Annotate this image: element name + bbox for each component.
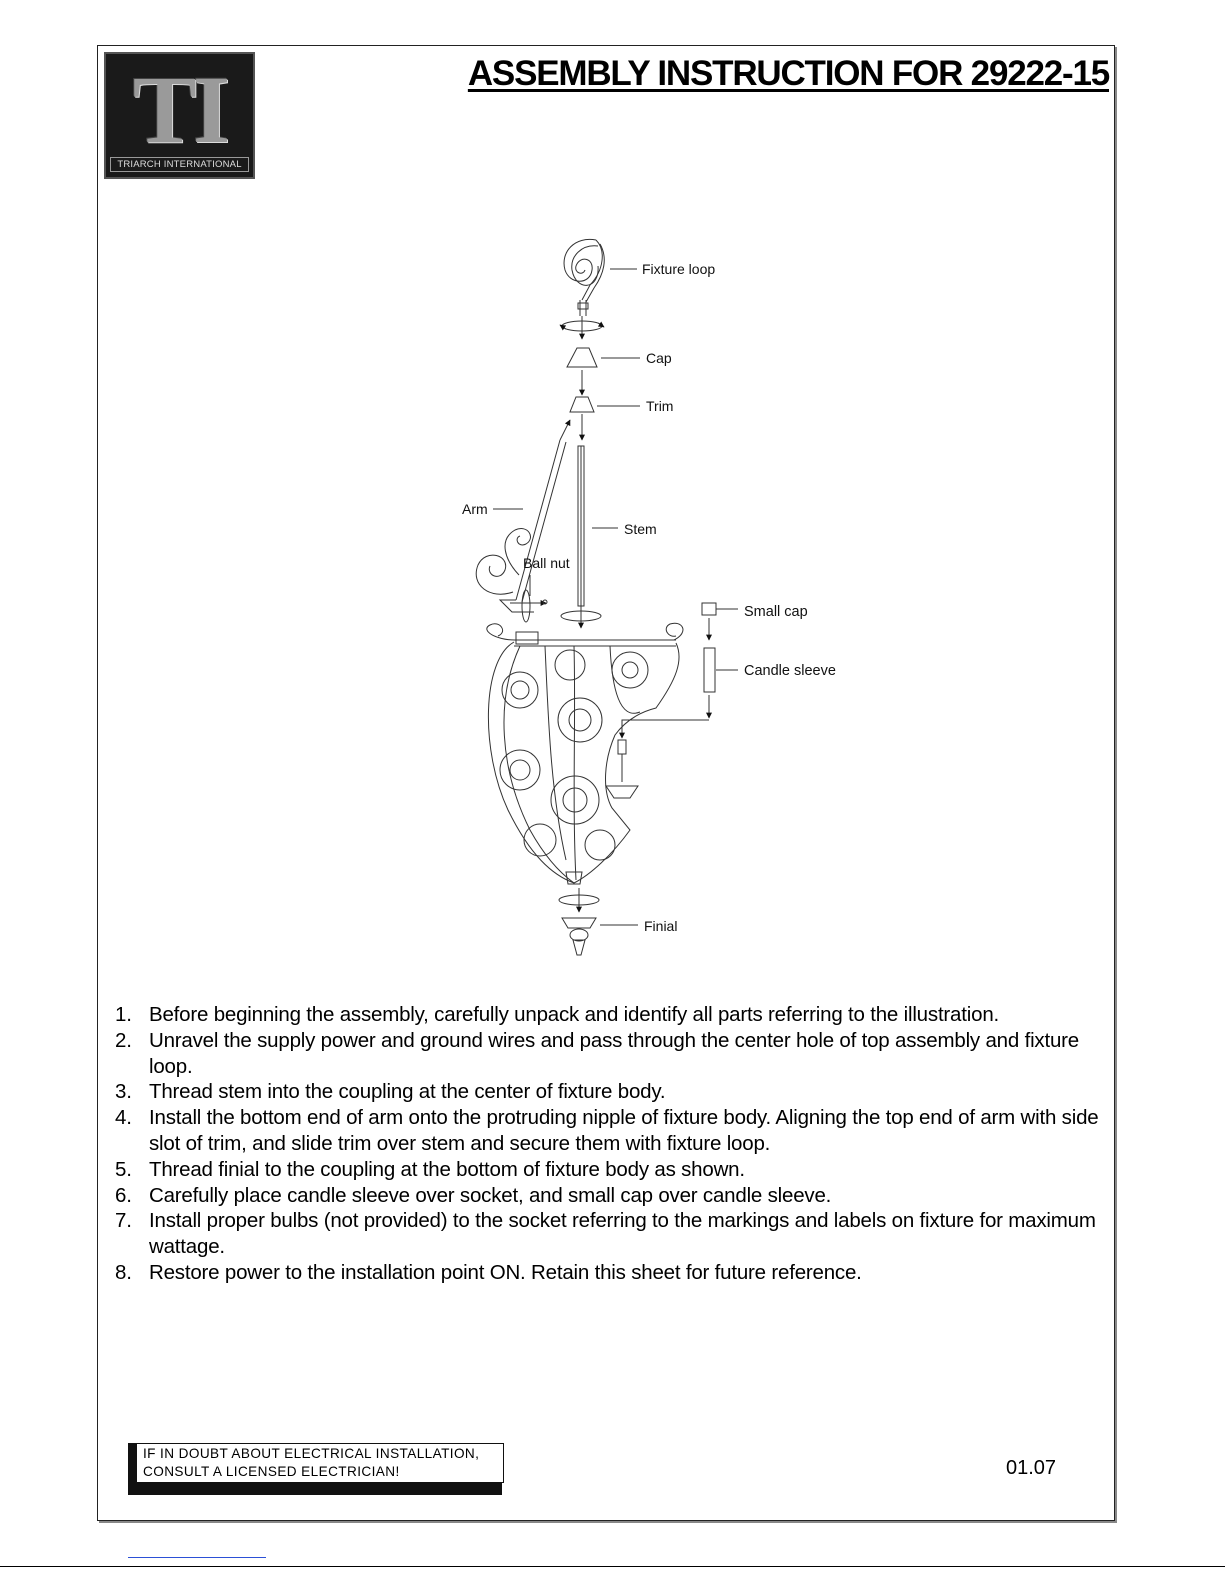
fixture-body-part	[487, 623, 683, 884]
rotate-arrow-icon	[559, 888, 599, 912]
cap-part	[567, 348, 597, 367]
label-ball-nut: Ball nut	[523, 555, 570, 571]
bottom-rule	[0, 1566, 1225, 1567]
step-item: 1. Before beginning the assembly, carefully unpack and identify all parts referring to the illustration.	[115, 1003, 1000, 1026]
label-finial: Finial	[644, 918, 678, 934]
step-item: 5. Thread finial to the coupling at the bottom of fixture body as shown.	[115, 1157, 745, 1181]
electrical-warning	[128, 1443, 502, 1495]
fixture-loop-part	[564, 239, 604, 316]
label-small-cap: Small cap	[744, 604, 808, 620]
finial-part	[562, 918, 596, 955]
logo-letters: TI	[132, 56, 227, 163]
label-trim: Trim	[646, 398, 674, 414]
footer-link-underline[interactable]	[128, 1557, 266, 1558]
label-fixture-loop: Fixture loop	[642, 261, 716, 277]
label-stem: Stem	[624, 521, 657, 537]
step-item: 6. Carefully place candle sleeve over socket, and small cap over candle sleeve.	[115, 1183, 832, 1207]
rotate-arrow-icon	[561, 606, 601, 628]
document-version: 01.07	[1006, 1457, 1057, 1479]
label-cap: Cap	[646, 350, 672, 366]
label-candle-sleeve: Candle sleeve	[744, 663, 836, 679]
ball-nut-part	[510, 575, 547, 622]
rotate-arrow-icon	[560, 316, 604, 339]
step-item: 8. Restore power to the installation point ON. Retain this sheet for future reference.	[115, 1260, 862, 1284]
step-item: 4. Install the bottom end of arm onto the protruding nipple of fixture body. Aligning the top end of arm with side slot of trim, and slide trim over stem and secure them with fixture loop.	[115, 1106, 1099, 1155]
page-title: ASSEMBLY INSTRUCTION FOR 29222-15	[467, 54, 1109, 93]
logo-company-name: TRIARCH INTERNATIONAL	[110, 157, 249, 172]
assembly-steps	[115, 1002, 1115, 1286]
label-arm: Arm	[462, 501, 488, 517]
step-item: 2. Unravel the supply power and ground wires and pass through the center hole of top assembly and fixture loop.	[115, 1028, 1079, 1078]
candle-assembly	[606, 603, 738, 798]
trim-part	[570, 397, 594, 412]
step-item: 3. Thread stem into the coupling at the center of fixture body.	[115, 1080, 666, 1104]
warning-line-1: IF IN DOUBT ABOUT ELECTRICAL INSTALLATION,	[143, 1446, 480, 1461]
warning-line-2: CONSULT A LICENSED ELECTRICIAN!	[143, 1464, 400, 1479]
arm-part	[476, 420, 570, 612]
step-item: 7. Install proper bulbs (not provided) to the socket referring to the markings and labels on fixture for maximum wattage.	[115, 1209, 1096, 1259]
stem-part	[578, 446, 584, 606]
warning-box	[136, 1443, 504, 1483]
